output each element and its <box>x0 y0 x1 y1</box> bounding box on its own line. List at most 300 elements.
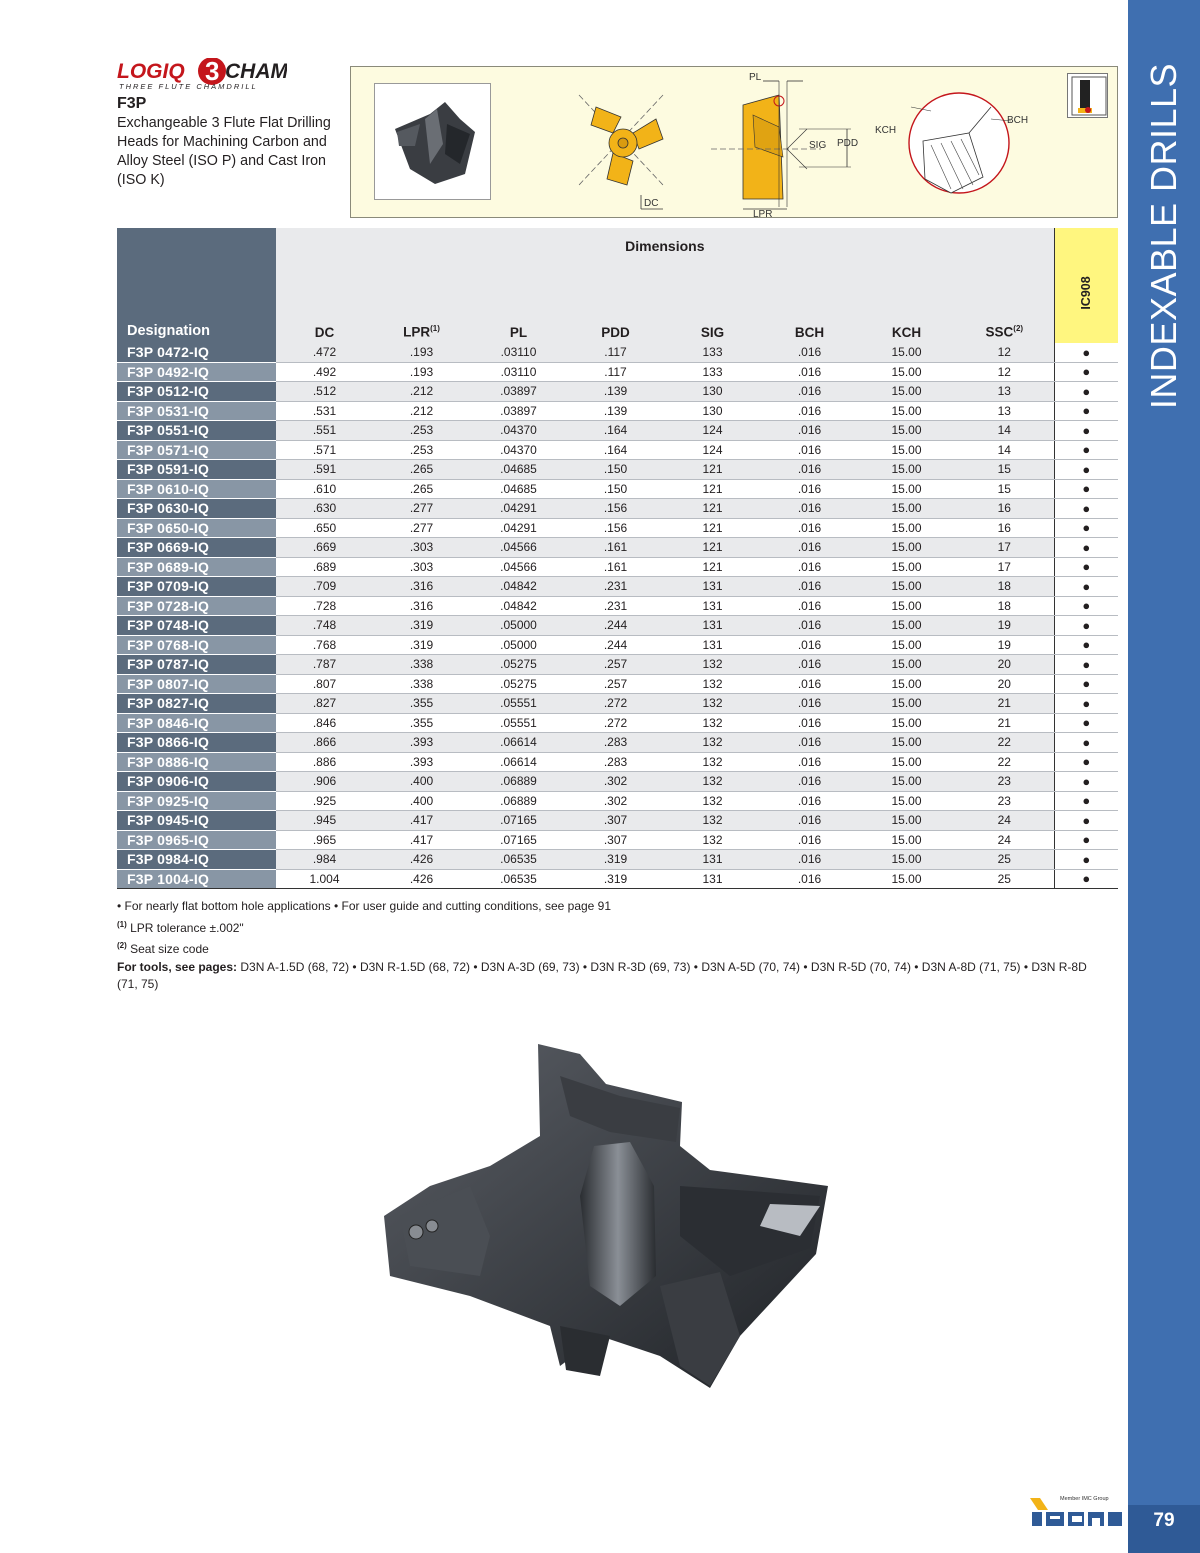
value-cell-kch: 15.00 <box>858 460 955 480</box>
designation-cell: F3P 0886-IQ <box>117 752 276 772</box>
table-row <box>117 655 1118 675</box>
value-cell-bch: .016 <box>761 518 858 538</box>
header-ssc: SSC$^{(2)}$ <box>955 323 1054 343</box>
designation-cell: F3P 0709-IQ <box>117 577 276 597</box>
value-cell-dc: .512 <box>276 382 373 402</box>
value-cell-ssc: 16 <box>955 518 1054 538</box>
value-cell-lpr: .253 <box>373 421 470 441</box>
designation-cell: F3P 0846-IQ <box>117 713 276 733</box>
value-cell-bch: .016 <box>761 791 858 811</box>
value-cell-dc: .709 <box>276 577 373 597</box>
value-cell-bch: .016 <box>761 401 858 421</box>
value-cell-pl: .06535 <box>470 869 567 889</box>
value-cell-pdd: .139 <box>567 382 664 402</box>
table-row <box>117 460 1118 480</box>
value-cell-ssc: 17 <box>955 538 1054 558</box>
value-cell-pl: .05275 <box>470 655 567 675</box>
value-cell-ssc: 24 <box>955 811 1054 831</box>
label-lpr: LPR <box>753 209 773 219</box>
front-view-icon <box>579 95 663 209</box>
drill-head-photo <box>380 1036 840 1406</box>
value-cell-ssc: 16 <box>955 499 1054 519</box>
value-cell-sig: 121 <box>664 479 761 499</box>
value-cell-ssc: 24 <box>955 830 1054 850</box>
value-cell-bch: .016 <box>761 382 858 402</box>
drill-head-image-icon <box>380 1036 840 1406</box>
designation-cell: F3P 0748-IQ <box>117 616 276 636</box>
value-cell-pdd: .302 <box>567 772 664 792</box>
label-pdd: PDD <box>837 138 859 149</box>
table-row <box>117 499 1118 519</box>
value-cell-bch: .016 <box>761 772 858 792</box>
value-cell-pdd: .139 <box>567 401 664 421</box>
value-cell-sig: 132 <box>664 772 761 792</box>
label-sig: SIG <box>809 140 827 151</box>
designation-cell: F3P 0925-IQ <box>117 791 276 811</box>
table-row <box>117 557 1118 577</box>
member-text: Member IMC Group <box>1060 1496 1109 1502</box>
value-cell-kch: 15.00 <box>858 635 955 655</box>
table-row <box>117 811 1118 831</box>
value-cell-sig: 132 <box>664 733 761 753</box>
value-cell-bch: .016 <box>761 850 858 870</box>
availability-dot: ● <box>1054 674 1118 694</box>
header-pl: PL <box>470 323 567 343</box>
value-cell-pl: .06614 <box>470 752 567 772</box>
value-cell-kch: 15.00 <box>858 440 955 460</box>
value-cell-sig: 132 <box>664 655 761 675</box>
availability-dot: ● <box>1054 460 1118 480</box>
value-cell-lpr: .303 <box>373 538 470 558</box>
availability-dot: ● <box>1054 733 1118 753</box>
value-cell-lpr: .319 <box>373 635 470 655</box>
value-cell-sig: 130 <box>664 401 761 421</box>
value-cell-sig: 121 <box>664 460 761 480</box>
value-cell-pdd: .319 <box>567 850 664 870</box>
value-cell-bch: .016 <box>761 362 858 382</box>
value-cell-kch: 15.00 <box>858 713 955 733</box>
table-row <box>117 850 1118 870</box>
value-cell-lpr: .253 <box>373 440 470 460</box>
value-cell-bch: .016 <box>761 577 858 597</box>
value-cell-pl: .04566 <box>470 538 567 558</box>
value-cell-kch: 15.00 <box>858 694 955 714</box>
table-row <box>117 596 1118 616</box>
value-cell-bch: .016 <box>761 596 858 616</box>
value-cell-ssc: 13 <box>955 382 1054 402</box>
value-cell-ssc: 14 <box>955 421 1054 441</box>
value-cell-pdd: .244 <box>567 616 664 636</box>
table-row <box>117 440 1118 460</box>
availability-dot: ● <box>1054 499 1118 519</box>
value-cell-bch: .016 <box>761 733 858 753</box>
value-cell-pl: .04370 <box>470 421 567 441</box>
availability-dot: ● <box>1054 362 1118 382</box>
label-bch: BCH <box>1007 115 1029 126</box>
value-cell-bch: .016 <box>761 499 858 519</box>
value-cell-kch: 15.00 <box>858 674 955 694</box>
availability-dot: ● <box>1054 694 1118 714</box>
value-cell-dc: .965 <box>276 830 373 850</box>
availability-dot: ● <box>1054 577 1118 597</box>
value-cell-pl: .04842 <box>470 596 567 616</box>
availability-dot: ● <box>1054 421 1118 441</box>
value-cell-bch: .016 <box>761 830 858 850</box>
table-row <box>117 401 1118 421</box>
value-cell-sig: 121 <box>664 538 761 558</box>
availability-dot: ● <box>1054 635 1118 655</box>
designation-cell: F3P 0551-IQ <box>117 421 276 441</box>
value-cell-lpr: .212 <box>373 382 470 402</box>
value-cell-sig: 121 <box>664 518 761 538</box>
value-cell-pl: .06614 <box>470 733 567 753</box>
section-title-vertical <box>1128 0 1200 420</box>
value-cell-ssc: 25 <box>955 869 1054 889</box>
value-cell-pl: .03897 <box>470 382 567 402</box>
footnotes <box>117 898 1097 994</box>
value-cell-bch: .016 <box>761 713 858 733</box>
value-cell-pdd: .307 <box>567 830 664 850</box>
value-cell-kch: 15.00 <box>858 479 955 499</box>
value-cell-ssc: 23 <box>955 772 1054 792</box>
value-cell-pdd: .302 <box>567 791 664 811</box>
table-row <box>117 616 1118 636</box>
header-dimensions: Dimensions <box>276 228 1054 323</box>
value-cell-lpr: .400 <box>373 791 470 811</box>
value-cell-dc: .925 <box>276 791 373 811</box>
value-cell-ssc: 18 <box>955 596 1054 616</box>
value-cell-dc: .807 <box>276 674 373 694</box>
svg-text:3: 3 <box>205 58 220 86</box>
value-cell-ssc: 22 <box>955 733 1054 753</box>
header-kch: KCH <box>858 323 955 343</box>
value-cell-kch: 15.00 <box>858 616 955 636</box>
logo-subtitle: THREE FLUTE CHAMDRILL <box>119 82 258 91</box>
value-cell-ssc: 19 <box>955 635 1054 655</box>
designation-cell: F3P 0531-IQ <box>117 401 276 421</box>
application-icon <box>1067 73 1108 118</box>
value-cell-dc: .846 <box>276 713 373 733</box>
value-cell-kch: 15.00 <box>858 362 955 382</box>
value-cell-lpr: .319 <box>373 616 470 636</box>
value-cell-bch: .016 <box>761 421 858 441</box>
value-cell-ssc: 25 <box>955 850 1054 870</box>
value-cell-lpr: .193 <box>373 362 470 382</box>
value-cell-sig: 132 <box>664 791 761 811</box>
value-cell-pdd: .272 <box>567 694 664 714</box>
dimension-drawings <box>351 67 1119 219</box>
designation-cell: F3P 0610-IQ <box>117 479 276 499</box>
value-cell-sig: 131 <box>664 869 761 889</box>
value-cell-pl: .06889 <box>470 791 567 811</box>
designation-cell: F3P 0906-IQ <box>117 772 276 792</box>
value-cell-lpr: .393 <box>373 733 470 753</box>
value-cell-sig: 121 <box>664 499 761 519</box>
value-cell-dc: .906 <box>276 772 373 792</box>
value-cell-sig: 131 <box>664 596 761 616</box>
value-cell-pdd: .283 <box>567 733 664 753</box>
availability-dot: ● <box>1054 791 1118 811</box>
availability-dot: ● <box>1054 850 1118 870</box>
value-cell-pl: .05000 <box>470 616 567 636</box>
table-row <box>117 772 1118 792</box>
value-cell-sig: 131 <box>664 577 761 597</box>
value-cell-lpr: .400 <box>373 772 470 792</box>
value-cell-pl: .06535 <box>470 850 567 870</box>
value-cell-pdd: .283 <box>567 752 664 772</box>
value-cell-lpr: .277 <box>373 499 470 519</box>
value-cell-pl: .03110 <box>470 362 567 382</box>
value-cell-ssc: 15 <box>955 479 1054 499</box>
value-cell-lpr: .338 <box>373 674 470 694</box>
table-row <box>117 733 1118 753</box>
value-cell-sig: 131 <box>664 616 761 636</box>
value-cell-bch: .016 <box>761 440 858 460</box>
value-cell-pl: .07165 <box>470 811 567 831</box>
value-cell-lpr: .193 <box>373 343 470 363</box>
value-cell-dc: .866 <box>276 733 373 753</box>
specification-table <box>117 228 1118 889</box>
availability-dot: ● <box>1054 655 1118 675</box>
value-cell-ssc: 22 <box>955 752 1054 772</box>
value-cell-bch: .016 <box>761 479 858 499</box>
value-cell-pdd: .231 <box>567 596 664 616</box>
value-cell-pl: .04370 <box>470 440 567 460</box>
value-cell-pdd: .156 <box>567 499 664 519</box>
availability-dot: ● <box>1054 811 1118 831</box>
designation-cell: F3P 0728-IQ <box>117 596 276 616</box>
iscar-logo-icon <box>1030 1494 1125 1530</box>
value-cell-pdd: .257 <box>567 674 664 694</box>
table-row <box>117 713 1118 733</box>
table-row <box>117 674 1118 694</box>
svg-text:CHAM: CHAM <box>225 60 287 83</box>
header-lpr: LPR$^{(1)}$ <box>373 323 470 343</box>
value-cell-dc: .610 <box>276 479 373 499</box>
value-cell-pl: .03110 <box>470 343 567 363</box>
table-row <box>117 869 1118 889</box>
table-row <box>117 694 1118 714</box>
availability-dot: ● <box>1054 518 1118 538</box>
table-row <box>117 752 1118 772</box>
value-cell-kch: 15.00 <box>858 791 955 811</box>
table-row <box>117 577 1118 597</box>
value-cell-lpr: .426 <box>373 850 470 870</box>
iscar-logo <box>1030 1494 1125 1530</box>
value-cell-dc: .571 <box>276 440 373 460</box>
value-cell-bch: .016 <box>761 538 858 558</box>
technical-diagram <box>350 66 1118 218</box>
designation-cell: F3P 0807-IQ <box>117 674 276 694</box>
value-cell-dc: .591 <box>276 460 373 480</box>
value-cell-kch: 15.00 <box>858 811 955 831</box>
value-cell-ssc: 12 <box>955 343 1054 363</box>
value-cell-pl: .04685 <box>470 479 567 499</box>
value-cell-bch: .016 <box>761 460 858 480</box>
logiq3cham-logo <box>117 58 287 92</box>
value-cell-pdd: .307 <box>567 811 664 831</box>
value-cell-bch: .016 <box>761 694 858 714</box>
value-cell-pl: .04566 <box>470 557 567 577</box>
designation-cell: F3P 0669-IQ <box>117 538 276 558</box>
header-dc: DC <box>276 323 373 343</box>
value-cell-kch: 15.00 <box>858 772 955 792</box>
value-cell-pl: .05000 <box>470 635 567 655</box>
value-cell-sig: 124 <box>664 440 761 460</box>
value-cell-sig: 130 <box>664 382 761 402</box>
designation-cell: F3P 0472-IQ <box>117 343 276 363</box>
value-cell-kch: 15.00 <box>858 538 955 558</box>
value-cell-pl: .04291 <box>470 518 567 538</box>
value-cell-bch: .016 <box>761 869 858 889</box>
value-cell-dc: .630 <box>276 499 373 519</box>
value-cell-sig: 131 <box>664 850 761 870</box>
value-cell-ssc: 20 <box>955 655 1054 675</box>
designation-cell: F3P 0492-IQ <box>117 362 276 382</box>
value-cell-sig: 131 <box>664 635 761 655</box>
note-seat-size: $^{(2)}$ Seat size code <box>117 941 209 956</box>
designation-cell: F3P 0768-IQ <box>117 635 276 655</box>
value-cell-dc: .669 <box>276 538 373 558</box>
value-cell-dc: .768 <box>276 635 373 655</box>
designation-cell: F3P 1004-IQ <box>117 869 276 889</box>
value-cell-lpr: .393 <box>373 752 470 772</box>
value-cell-kch: 15.00 <box>858 655 955 675</box>
value-cell-bch: .016 <box>761 655 858 675</box>
value-cell-bch: .016 <box>761 616 858 636</box>
value-cell-lpr: .265 <box>373 479 470 499</box>
header-pdd: PDD <box>567 323 664 343</box>
availability-dot: ● <box>1054 401 1118 421</box>
value-cell-ssc: 15 <box>955 460 1054 480</box>
header-grade-ic908: IC908 <box>1054 228 1118 343</box>
value-cell-pdd: .161 <box>567 557 664 577</box>
table-row <box>117 382 1118 402</box>
value-cell-kch: 15.00 <box>858 401 955 421</box>
designation-cell: F3P 0866-IQ <box>117 733 276 753</box>
designation-cell: F3P 0965-IQ <box>117 830 276 850</box>
value-cell-pl: .05275 <box>470 674 567 694</box>
table-row <box>117 421 1118 441</box>
value-cell-pdd: .272 <box>567 713 664 733</box>
value-cell-lpr: .265 <box>373 460 470 480</box>
value-cell-kch: 15.00 <box>858 382 955 402</box>
value-cell-lpr: .417 <box>373 811 470 831</box>
availability-dot: ● <box>1054 772 1118 792</box>
designation-cell: F3P 0650-IQ <box>117 518 276 538</box>
table-row <box>117 791 1118 811</box>
value-cell-lpr: .338 <box>373 655 470 675</box>
availability-dot: ● <box>1054 343 1118 363</box>
value-cell-ssc: 13 <box>955 401 1054 421</box>
designation-cell: F3P 0827-IQ <box>117 694 276 714</box>
side-view-icon <box>711 81 851 209</box>
value-cell-lpr: .417 <box>373 830 470 850</box>
availability-dot: ● <box>1054 752 1118 772</box>
value-cell-dc: .748 <box>276 616 373 636</box>
table-row <box>117 362 1118 382</box>
value-cell-pl: .06889 <box>470 772 567 792</box>
table-row <box>117 830 1118 850</box>
value-cell-sig: 132 <box>664 674 761 694</box>
value-cell-pl: .05551 <box>470 694 567 714</box>
value-cell-kch: 15.00 <box>858 499 955 519</box>
value-cell-kch: 15.00 <box>858 752 955 772</box>
svg-text:DC: DC <box>644 198 659 209</box>
value-cell-pdd: .150 <box>567 460 664 480</box>
value-cell-dc: .551 <box>276 421 373 441</box>
designation-cell: F3P 0571-IQ <box>117 440 276 460</box>
value-cell-sig: 132 <box>664 830 761 850</box>
value-cell-dc: .650 <box>276 518 373 538</box>
designation-cell: F3P 0630-IQ <box>117 499 276 519</box>
availability-dot: ● <box>1054 616 1118 636</box>
value-cell-ssc: 20 <box>955 674 1054 694</box>
availability-dot: ● <box>1054 440 1118 460</box>
product-code: F3P <box>117 95 147 112</box>
designation-cell: F3P 0591-IQ <box>117 460 276 480</box>
header-sig: SIG <box>664 323 761 343</box>
value-cell-sig: 132 <box>664 811 761 831</box>
value-cell-kch: 15.00 <box>858 596 955 616</box>
value-cell-dc: .689 <box>276 557 373 577</box>
value-cell-ssc: 21 <box>955 694 1054 714</box>
value-cell-pdd: .161 <box>567 538 664 558</box>
value-cell-pdd: .319 <box>567 869 664 889</box>
availability-dot: ● <box>1054 869 1118 889</box>
table-row <box>117 538 1118 558</box>
note-general: • For nearly flat bottom hole applications • For user guide and cutting conditions, see page 91 <box>117 899 612 913</box>
value-cell-pdd: .244 <box>567 635 664 655</box>
availability-dot: ● <box>1054 479 1118 499</box>
value-cell-bch: .016 <box>761 635 858 655</box>
value-cell-ssc: 23 <box>955 791 1054 811</box>
value-cell-pdd: .156 <box>567 518 664 538</box>
value-cell-sig: 132 <box>664 694 761 714</box>
svg-text:LOGIQ: LOGIQ <box>117 60 185 83</box>
value-cell-lpr: .426 <box>373 869 470 889</box>
value-cell-kch: 15.00 <box>858 869 955 889</box>
table-row <box>117 518 1118 538</box>
value-cell-dc: .531 <box>276 401 373 421</box>
value-cell-pdd: .164 <box>567 440 664 460</box>
page-number: 79 <box>1128 1505 1200 1553</box>
value-cell-lpr: .355 <box>373 713 470 733</box>
table-row <box>117 479 1118 499</box>
value-cell-sig: 132 <box>664 713 761 733</box>
value-cell-lpr: .277 <box>373 518 470 538</box>
availability-dot: ● <box>1054 596 1118 616</box>
availability-dot: ● <box>1054 713 1118 733</box>
designation-cell: F3P 0984-IQ <box>117 850 276 870</box>
value-cell-lpr: .355 <box>373 694 470 714</box>
availability-dot: ● <box>1054 557 1118 577</box>
value-cell-dc: .472 <box>276 343 373 363</box>
value-cell-pdd: .150 <box>567 479 664 499</box>
product-description: Exchangeable 3 Flute Flat Drilling Heads for Machining Carbon and Alloy Steel (ISO P) and Cast Iron (ISO K) <box>117 115 331 188</box>
value-cell-bch: .016 <box>761 811 858 831</box>
value-cell-lpr: .303 <box>373 557 470 577</box>
value-cell-pl: .04291 <box>470 499 567 519</box>
section-title: INDEXABLE DRILLS <box>1143 62 1184 410</box>
availability-dot: ● <box>1054 830 1118 850</box>
value-cell-bch: .016 <box>761 557 858 577</box>
value-cell-dc: .945 <box>276 811 373 831</box>
value-cell-bch: .016 <box>761 343 858 363</box>
availability-dot: ● <box>1054 382 1118 402</box>
value-cell-lpr: .316 <box>373 577 470 597</box>
value-cell-pl: .03897 <box>470 401 567 421</box>
